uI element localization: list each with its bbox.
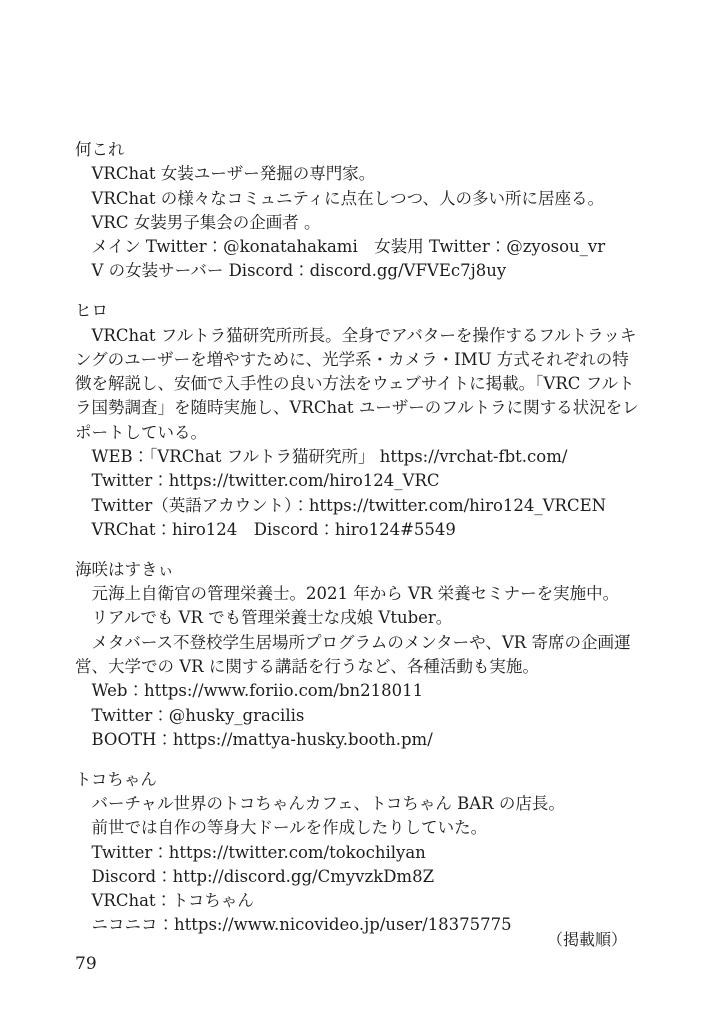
text-line: メタバース不登校学生居場所プログラムのメンターや、VR 寄席の企画運: [91, 632, 631, 652]
profile-section: [75, 299, 639, 542]
text-line: WEB：「VRChat フルトラ猫研究所」 https://vrchat-fbt.com/: [91, 447, 568, 467]
text-line: 元海上自衛官の管理栄養士。2021 年から VR 栄養セミナーを実施中。: [91, 584, 620, 604]
text-line: ポートしている。: [75, 422, 207, 442]
profile-section: [75, 138, 627, 284]
listing-order-note: （掲載順）: [546, 929, 627, 949]
text-line: Web：https://www.foriio.com/bn218011: [91, 681, 424, 701]
text-line: VRChat 女装ユーザー発掘の専門家。: [91, 164, 376, 184]
section-heading: 海咲はすきぃ: [75, 559, 174, 579]
text-line: ニコニコ：https://www.nicovideo.jp/user/18375775: [91, 915, 512, 935]
text-line: ングのユーザーを増やすために、光学系・カメラ・IMU 方式それぞれの特: [75, 349, 629, 369]
text-line: リアルでも VR でも管理栄養士な戌娘 Vtuber。: [91, 608, 453, 628]
profile-sections: [75, 138, 639, 938]
page-number: 79: [75, 954, 97, 974]
text-line: 営、大学での VR に関する講話を行うなど、各種活動も実施。: [75, 656, 539, 676]
text-line: Discord：http://discord.gg/CmyvzkDm8Z: [91, 866, 435, 886]
section-heading: トコちゃん: [75, 769, 157, 789]
text-line: VRChat の様々なコミュニティに点在しつつ、人の多い所に居座る。: [91, 188, 604, 208]
text-line: Twitter：@husky_gracilis: [91, 705, 305, 725]
text-line: VRChat フルトラ猫研究所所長。全身でアバターを操作するフルトラッキ: [91, 325, 637, 345]
text-line: Twitter：https://twitter.com/tokochilyan: [91, 842, 426, 862]
text-line: V の女装サーバー Discord：discord.gg/VFVEc7j8uy: [91, 261, 507, 281]
text-line: Twitter：https://twitter.com/hiro124_VRC: [91, 471, 440, 491]
profile-section: [75, 768, 627, 938]
text-line: VRChat：hiro124 Discord：hiro124#5549: [91, 519, 456, 539]
section-heading: ヒロ: [75, 301, 108, 321]
text-line: 前世では自作の等身大ドールを作成したりしていた。: [91, 818, 488, 838]
text-line: バーチャル世界のトコちゃんカフェ、トコちゃん BAR の店長。: [91, 793, 565, 813]
text-line: ラ国勢調査」を随時実施し、VRChat ユーザーのフルトラに関する状況をレ: [75, 398, 639, 418]
text-line: VRC 女装男子集会の企画者 。: [91, 212, 321, 232]
section-heading: 何これ: [75, 140, 125, 159]
text-line: Twitter（英語アカウント）：https://twitter.com/hiro124_VRCEN: [91, 495, 607, 515]
text-line: VRChat：トコちゃん: [91, 891, 254, 911]
page-content: [75, 138, 639, 976]
text-line: 徴を解説し、安価で入手性の良い方法をウェブサイトに掲載。「VRC フルト: [75, 374, 635, 394]
text-line: メイン Twitter：@konatahakami 女装用 Twitter：@zyosou_vr: [91, 237, 606, 257]
profile-section: [75, 558, 631, 752]
text-line: BOOTH：https://mattya-husky.booth.pm/: [91, 729, 433, 749]
